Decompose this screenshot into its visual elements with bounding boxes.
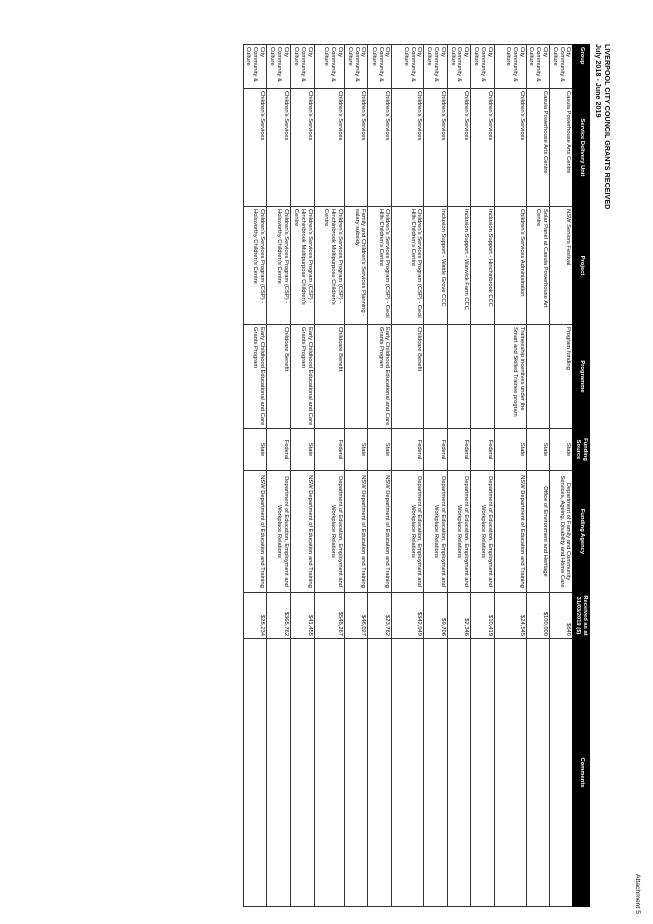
funding-agency-cell: NSW Department of Education and Training bbox=[291, 471, 315, 593]
comments-cell bbox=[392, 639, 424, 907]
funding-agency-cell: NSW Department of Education and Training bbox=[368, 471, 392, 593]
group-cell: City Community & Culture bbox=[291, 45, 315, 89]
project-cell: Solar Panel at Casula Powerhouse Art Centre bbox=[526, 207, 549, 325]
funding-source-cell: State bbox=[494, 429, 526, 471]
grants-table-body bbox=[243, 45, 573, 907]
group-cell: City Community & Culture bbox=[447, 45, 470, 89]
comments-cell bbox=[471, 639, 494, 907]
attachment-label: Attachment 5 bbox=[634, 873, 641, 914]
group-cell: City Community & Culture bbox=[392, 45, 424, 89]
comments-cell bbox=[267, 639, 291, 907]
amount-cell: $46,027 bbox=[345, 593, 368, 639]
group-cell: City Community & Culture bbox=[315, 45, 345, 89]
service-unit-cell: Children's Services bbox=[392, 89, 424, 207]
programme-cell bbox=[345, 325, 368, 429]
table-row bbox=[494, 45, 526, 907]
funding-source-cell: State bbox=[526, 429, 549, 471]
funding-agency-cell: Office of Environment and Heritage bbox=[526, 471, 549, 593]
table-row bbox=[368, 45, 392, 907]
amount-cell: $23,762 bbox=[368, 593, 392, 639]
funding-source-cell: State bbox=[550, 429, 573, 471]
project-cell: Children's Services Program (CSP) - Holsworthy Children's Centre bbox=[243, 207, 266, 325]
table-row bbox=[315, 45, 345, 907]
amount-cell: $9,706 bbox=[424, 593, 447, 639]
service-unit-cell: Children's Services bbox=[243, 89, 266, 207]
project-cell: Children's Services Program (CSP) - Hinchinbrook Multipurpose Children's Centre bbox=[315, 207, 345, 325]
programme-cell: Program funding bbox=[550, 325, 573, 429]
comments-cell bbox=[494, 639, 526, 907]
service-unit-cell: Casula Powerhouse Arts Centre bbox=[550, 89, 573, 207]
service-unit-cell: Children's Services bbox=[291, 89, 315, 207]
service-unit-cell: Children's Services bbox=[345, 89, 368, 207]
column-header-funding-source: Funding Source bbox=[573, 429, 590, 471]
table-row bbox=[267, 45, 291, 907]
funding-source-cell: Federal bbox=[267, 429, 291, 471]
funding-source-cell: State bbox=[243, 429, 266, 471]
funding-source-cell: Federal bbox=[471, 429, 494, 471]
group-cell: City Community & Culture bbox=[424, 45, 447, 89]
service-unit-cell: Children's Services bbox=[424, 89, 447, 207]
table-row bbox=[471, 45, 494, 907]
table-row bbox=[550, 45, 573, 907]
funding-source-cell: State bbox=[345, 429, 368, 471]
column-header-programme: Programme bbox=[573, 325, 590, 429]
amount-cell: $548,267 bbox=[315, 593, 345, 639]
project-cell: Inclusion Support - Wattle Grove CCC bbox=[424, 207, 447, 325]
funding-agency-cell: NSW Department of Education and Training bbox=[494, 471, 526, 593]
funding-agency-cell: Department of Education, Employment and Workplace Relations bbox=[315, 471, 345, 593]
comments-cell bbox=[243, 639, 266, 907]
funding-agency-cell: Department of Education, Employment and Workplace Relations bbox=[424, 471, 447, 593]
programme-cell: Childcare Benefit bbox=[315, 325, 345, 429]
amount-cell: $840 bbox=[550, 593, 573, 639]
table-row bbox=[526, 45, 549, 907]
funding-source-cell: State bbox=[368, 429, 392, 471]
programme-cell bbox=[424, 325, 447, 429]
project-cell: Children's Services Program (CSP) - Cecil Hills Children's Centre bbox=[368, 207, 392, 325]
service-unit-cell: Children's Services bbox=[368, 89, 392, 207]
programme-cell: Childcare Benefit bbox=[267, 325, 291, 429]
report-period: July 2018 - June 2019 bbox=[594, 44, 604, 118]
funding-agency-cell: Department of Education, Employment and Workplace Relations bbox=[471, 471, 494, 593]
column-header-comments: Comments bbox=[573, 639, 590, 907]
table-row bbox=[447, 45, 470, 907]
column-header-group: Group bbox=[573, 45, 590, 89]
group-cell: City Community & Culture bbox=[550, 45, 573, 89]
programme-cell bbox=[526, 325, 549, 429]
programme-cell: Early Childhood Educational and Care Grants Program bbox=[243, 325, 266, 429]
programme-cell: Early Childhood Educational and Care Grants Program bbox=[368, 325, 392, 429]
project-cell: Inclusion Support - Warwick Farm CCC bbox=[447, 207, 470, 325]
table-row bbox=[291, 45, 315, 907]
funding-agency-cell: Department of Family and Community Services, Ageing, Disability and Home Care bbox=[550, 471, 573, 593]
programme-cell: Traineeship incentives under the Smart and Skilled Trainee program bbox=[494, 325, 526, 429]
table-row bbox=[392, 45, 424, 907]
funding-agency-cell: Department of Education, Employment and Workplace Relations bbox=[447, 471, 470, 593]
funding-source-cell: Federal bbox=[315, 429, 345, 471]
funding-agency-cell: NSW Department of Education and Training bbox=[243, 471, 266, 593]
funding-source-cell: Federal bbox=[447, 429, 470, 471]
table-row bbox=[243, 45, 266, 907]
group-cell: City Community & Culture bbox=[345, 45, 368, 89]
group-cell: City Community & Culture bbox=[368, 45, 392, 89]
comments-cell bbox=[550, 639, 573, 907]
funding-agency-cell: Department of Education, Employment and Workplace Relations bbox=[392, 471, 424, 593]
table-row bbox=[424, 45, 447, 907]
amount-cell: $24,545 bbox=[494, 593, 526, 639]
service-unit-cell: Children's Services bbox=[447, 89, 470, 207]
column-header-received: Received as at 31/03/2019 ($) bbox=[573, 593, 590, 639]
amount-cell: $28,234 bbox=[243, 593, 266, 639]
funding-agency-cell: Department of Education, Employment and Workplace Relations bbox=[267, 471, 291, 593]
funding-source-cell: Federal bbox=[424, 429, 447, 471]
project-cell: Children's Services Program (CSP) - Cecil Hills Children's Centre bbox=[392, 207, 424, 325]
project-cell: Family and Children's Services Planning - salary subsidy bbox=[345, 207, 368, 325]
amount-cell: $365,762 bbox=[267, 593, 291, 639]
amount-cell: $100,000 bbox=[526, 593, 549, 639]
comments-cell bbox=[368, 639, 392, 907]
group-cell: City Community & Culture bbox=[494, 45, 526, 89]
project-cell: Inclusion Support - Hinchinbrook CCC bbox=[471, 207, 494, 325]
comments-cell bbox=[424, 639, 447, 907]
programme-cell bbox=[447, 325, 470, 429]
service-unit-cell: Children's Services bbox=[494, 89, 526, 207]
service-unit-cell: Children's Services bbox=[471, 89, 494, 207]
programme-cell: Childcare Benefit bbox=[392, 325, 424, 429]
project-cell: Children's Services Administration bbox=[494, 207, 526, 325]
group-cell: City Community & Culture bbox=[526, 45, 549, 89]
comments-cell bbox=[291, 639, 315, 907]
amount-cell: $41,455 bbox=[291, 593, 315, 639]
comments-cell bbox=[345, 639, 368, 907]
service-unit-cell: Children's Services bbox=[315, 89, 345, 207]
service-unit-cell: Children's Services bbox=[267, 89, 291, 207]
table-header-row bbox=[573, 45, 590, 907]
column-header-service-unit: Service Delivery Unit bbox=[573, 89, 590, 207]
funding-agency-cell: NSW Department of Education and Training bbox=[345, 471, 368, 593]
report-title bbox=[594, 44, 611, 209]
amount-cell: $342,049 bbox=[392, 593, 424, 639]
group-cell: City Community & Culture bbox=[471, 45, 494, 89]
amount-cell: $2,346 bbox=[447, 593, 470, 639]
project-cell: Children's Services Program (CSP) - Hinchinbrook Multipurpose Children's Centre bbox=[291, 207, 315, 325]
project-cell: Children's Services Program (CSP) - Holsworthy Children's Centre bbox=[267, 207, 291, 325]
programme-cell bbox=[471, 325, 494, 429]
funding-source-cell: State bbox=[291, 429, 315, 471]
service-unit-cell: Casula Powerhouse Arts Centre bbox=[526, 89, 549, 207]
table-row bbox=[345, 45, 368, 907]
group-cell: City Community & Culture bbox=[243, 45, 266, 89]
amount-cell: $10,419 bbox=[471, 593, 494, 639]
group-cell: City Community & Culture bbox=[267, 45, 291, 89]
grants-table bbox=[243, 44, 590, 907]
column-header-funding-agency: Funding Agency bbox=[573, 471, 590, 593]
comments-cell bbox=[315, 639, 345, 907]
comments-cell bbox=[447, 639, 470, 907]
programme-cell: Early Childhood Educational and Care Grants Program bbox=[291, 325, 315, 429]
column-header-project: Project bbox=[573, 207, 590, 325]
report-title-line1: LIVERPOOL CITY COUNCIL GRANTS RECEIVED bbox=[603, 44, 612, 210]
comments-cell bbox=[526, 639, 549, 907]
project-cell: NSW Seniors Festival bbox=[550, 207, 573, 325]
funding-source-cell: Federal bbox=[392, 429, 424, 471]
